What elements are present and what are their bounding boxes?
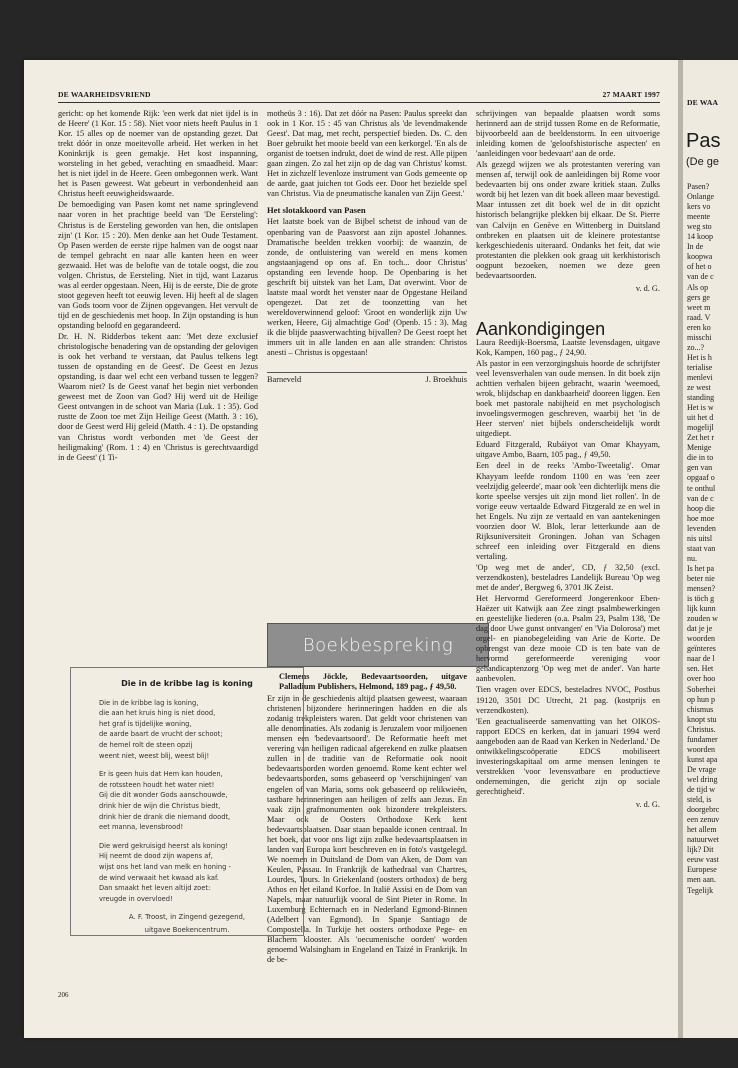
next-page-line: uit het d <box>687 413 714 423</box>
next-page-line: naar de l <box>687 654 715 664</box>
section-heading: Het slotakkoord van Pasen <box>267 205 366 216</box>
next-page-line: kunst apa <box>687 754 718 764</box>
column-1 <box>58 109 258 649</box>
next-page-line: Zet het r <box>687 433 715 443</box>
paragraph: Dr. H. N. Ridderbos tekent aan: 'Met deze exclusief christologische benadering van de opstanding der gelovigen is ook het verband te verstaan, dat Paulus telkens legt tussen de opstanding en de Geest'. De Geest en Jezus opstanding, is daar wel echt een verband tussen te leggen? Waarom niet? Is de Geest vanaf het begin niet verbonden geweest met de Zoon van God? Hij werd uit de Heilige Geest ontvangen in de schoot van Maria (Luk. 1 : 35). God rustte de Zoon toe met Zijn Heilige Geest (Matth. 3 : 16), door de Geest werd Hij geleid (Matth. 4 : 1). De opstanding van Christus wordt verbonden met 'de Geest der heiligmaking' (Rom. 1 : 4) en 'Christus is gerechtvaardigd in de Geest' (1 Ti- <box>58 332 258 462</box>
header-rule <box>58 102 660 103</box>
poem-line: Die werd gekruisigd heerst als koning! <box>99 841 228 850</box>
next-page-line: over hoo <box>687 674 716 684</box>
next-page-line: Europese <box>687 865 717 875</box>
next-page-line: van de c <box>687 493 714 503</box>
next-page-line: knopt stu <box>687 714 717 724</box>
poem-line: drink hier de wijn die Christus biedt, <box>99 801 221 810</box>
next-page-line: eren ko <box>687 322 711 332</box>
next-page-line: opgaaf o <box>687 473 715 483</box>
next-page-line: lijk kunn <box>687 604 716 614</box>
next-page-line: fundamer <box>687 734 718 744</box>
next-page-title: Pas <box>686 130 721 152</box>
next-page-line: sen. Het <box>687 664 714 674</box>
boekbespreking-banner: Boekbespreking <box>267 623 489 667</box>
poem-line: eet manna, levensbrood! <box>99 823 184 832</box>
next-page-line: levenden <box>687 523 716 533</box>
poem-line: drink hier de drank die niemand doodt, <box>99 812 231 821</box>
next-page-line: hoe moe <box>687 513 715 523</box>
running-head-title: DE WAARHEIDSVRIEND <box>58 90 151 99</box>
next-page-line: meente <box>687 212 711 222</box>
poem-title: Die in de kribbe lag is koning <box>121 679 253 688</box>
next-page-line: Het is w <box>687 403 714 413</box>
next-page-line: natuurwet <box>687 835 719 845</box>
next-page-line: weg sto <box>687 222 712 232</box>
next-page-line: men aan. <box>687 875 716 885</box>
next-page-line: De vrage <box>687 764 717 774</box>
next-page-subtitle: (De ge <box>686 156 720 168</box>
next-page-line: 14 koop <box>687 232 713 242</box>
poem-line: Er is geen huis dat Hem kan houden, <box>99 770 223 779</box>
announcement: Als pastor in een verzorgingshuis hoorde de schrijfster veel levensverhalen van oude mensen. In dit boek zijn achttien verhalen bijeen gebracht, waarin 'weemoed, wrok, blijdschap en dankbaarheid' dooreen liggen. Een boek met pastorale nabijheid en met psychologisch invoelingsvermogen geschreven, waarbij het 'in de Heer sterven' niet bijbels onderscheidelijk wordt uitgediept. <box>476 358 660 439</box>
next-page-line: dat je je <box>687 624 713 634</box>
next-page-line: Menige <box>687 443 712 453</box>
next-page-line: zo...? <box>687 342 705 352</box>
poem-line: Dan smaakt het leven altijd zoet: <box>99 884 211 893</box>
announcement: Laura Reedijk-Boersma, Laatste levensdagen, uitgave Kok, Kampen, 160 pag., ƒ 24,90. <box>476 337 660 357</box>
next-page-line: Tegelijk <box>687 885 714 895</box>
poem-line: die aan het kruis hing is niet dood, <box>99 709 216 718</box>
poem-line: Die in de kribbe lag is koning, <box>99 698 199 707</box>
poem-line: de wind verwaait het kwaad als kaf. <box>99 873 219 882</box>
next-page-line: kers vo <box>687 202 711 212</box>
next-page-line: doorgebrc <box>687 805 720 815</box>
paragraph: schrijvingen van bepaalde plaatsen wordt soms herinnerd aan de strijd tussen Rome en de Reformatie, bijvoorbeeld aan de beeldenstorm. In een uitvoerige inleiding komen de 'geloofshistorische aspecten' en 'aanleidingen voor bedevaart' aan de orde. <box>476 109 660 159</box>
sig-place: Barneveld <box>267 375 302 385</box>
poem-stanza <box>99 769 303 833</box>
paragraph: gericht: op het komende Rijk: 'een werk dat niet ijdel is in de Heere' (1 Kor. 15 : 58). Niet voor niets heeft Paulus in 1 Kor. 15 alles op de noemer van de opstanding gezet. Dat trekt dóór in onze moeitevolle arbeid. Het werken in het Koninkrijk is geen gemakje. Het kost inspanning, worsteling in het gebed, verachting en smaadheid. Maar: het is niet ijdel in de Heere. Geen ombegonnen werk. Want het is Pasen geweest. Wat gebeurt in verbondenheid aan Christus heeft eeuwigheidswaarde. <box>58 109 258 199</box>
next-page-line: Onlange <box>687 192 715 202</box>
next-page-line: het allem <box>687 825 717 835</box>
review-signature: v. d. G. <box>635 283 660 293</box>
newspaper-page <box>24 60 678 1038</box>
sig-author: J. Broekhuis <box>425 375 467 385</box>
next-page-line: Het is h <box>687 352 712 362</box>
next-page-line: te onthul <box>687 483 716 493</box>
next-page-line: koopwa <box>687 252 713 262</box>
next-page-line: misschi <box>687 332 712 342</box>
next-page-line: nu. <box>687 553 697 563</box>
next-page-line: Is het pa <box>687 563 715 573</box>
book-reference: Clemens Jöckle, Bedevaartsoorden, uitgave Palladium Publishers, Helmond, 189 pag., ƒ 49,50. <box>279 672 467 692</box>
next-page-running-head: DE WAA <box>687 98 719 107</box>
next-page-line: of het o <box>687 262 712 272</box>
poem-line: Hij neemt de dood zijn wapens af, <box>99 852 213 861</box>
next-page-line: Christus. <box>687 724 716 734</box>
poem-line: vreugde in overvloed! <box>99 894 173 903</box>
next-page-line: steld, is <box>687 795 712 805</box>
next-page-line: wel dring <box>687 774 718 784</box>
next-page-line: die in to <box>687 453 714 463</box>
next-page-line: van de c <box>687 272 714 282</box>
next-page-line: is töch g <box>687 594 715 604</box>
next-page-line: mensen? <box>687 584 715 593</box>
announcement: 'Op weg met de ander', CD, ƒ 32,50 (excl. verzendkosten), besteladres Landelijk Bureau 'Op weg met de ander', Bergweg 6, 3701 JK Zeist. <box>476 562 660 593</box>
announcement: Tien vragen over EDCS, besteladres NVOC, Postbus 19120, 3501 DC Utrecht, 21 pag. (kostprijs en verzendkosten). <box>476 685 660 715</box>
announcements-heading: Aankondigingen <box>476 318 606 339</box>
page-number: 206 <box>58 991 69 999</box>
next-page-line: geïnteres <box>687 644 716 654</box>
next-page-line: mogelijl <box>687 423 714 433</box>
next-page-line: Als op <box>687 282 709 292</box>
poem-line: Gij die dit wonder Gods aanschouwde, <box>99 791 228 800</box>
column-3 <box>476 109 660 1004</box>
next-page-line: beter nie <box>687 573 715 583</box>
next-page-line: weet m <box>687 302 711 312</box>
next-page-line: terialise <box>687 362 713 372</box>
paragraph: Het laatste boek van de Bijbel schetst de inhoud van de openbaring van de Paasvorst aan zijn apostel Johannes. Dramatische beelden trekken voorbij: de waanzin, de zonde, de ontluistering van wereld en mens komen angstaanjagend op ons af. En toch... door Christus' opstanding een levende hoop. De Openbaring is het geschrift bij uitstek van het Lam, Dat overwint. Voor de laatste maal wordt het venster naar de Opgestane Heiland opengezet. Dat zet de toonzetting van het wereldoverwinnend geloof: 'Groot en wonderlijk zijn Uw werken, Heere, Gij almachtige God' (Openb. 15 : 3). Mag ik die blijde paasverwachting bijvallen? De Geest roept het immers uit in alle landen en aan alle stranden: Christos anesti – Christus is opgestaan! <box>267 217 467 358</box>
next-page-line: op hun p <box>687 694 715 704</box>
next-page-line: gen van <box>687 463 713 473</box>
announcement: Het Hervormd Gereformeerd Jongerenkoor Eben-Haëzer uit Katwijk aan Zee zingt psalmbewerkingen en geestelijke liederen (o.a. Psalm 23, Psalm 138, 'De dag door Uwe gunst ontvangen' en 'Via Dolorosa') met orgel- en pianobegeleiding van Arie de Korte. De opbrengst van deze mooie CD is ten bate van de hervormd gereformeerde vereniging voor gehandicaptenzorg 'Op weg met de ander'. Van harte aanbevolen. <box>476 594 660 684</box>
next-page-line: zouden w <box>687 614 718 624</box>
next-page-line: In de <box>687 242 704 252</box>
poem-stanza <box>99 698 303 762</box>
poem-credit-publisher: uitgave Boekencentrum. <box>144 925 230 934</box>
announcement: 'Een geactualiseerde samenvatting van het OIKOS-rapport EDCS en kerken, dat in januari 1994 werd aangeboden aan de Raad van Kerken in Nederland.' De ontwikkelingscoöperatie EDCS mobiliseert investeringskapitaal om arme mensen leningen te verstrekken 'voor levensvatbare en productieve ondernemingen, die gericht zijn op sociale gerechtigheid'. <box>476 716 660 796</box>
next-page-line: woorden <box>687 744 715 754</box>
poem-line: de aarde baart de vrucht der schoot; <box>99 730 223 739</box>
poem-line: het graf is tijdelijke woning, <box>99 719 192 728</box>
next-page-line: de tijd w <box>687 785 715 794</box>
next-page-line: nis uitsl <box>687 533 713 543</box>
poem-stanza <box>99 841 303 905</box>
announcements-signature: v. d. G. <box>635 800 660 809</box>
next-page-line: hoop die <box>687 503 715 513</box>
next-page-line: woorden <box>687 634 715 644</box>
poem-line: de hemel rolt de steen opzij <box>99 740 193 749</box>
announcement: Een deel in de reeks 'Ambo-Tweetalig'. Omar Khayyam leefde rondom 1100 en was 'een zeer veelzijdig geleerde', maar ook 'een dichterlijk mens die korte speelse versjes uit zijn mond liet rollen'. In de vorige eeuw vertaalde Edward Fitzgerald ze en wel in het Engels. Nu zijn ze vertaald en van aantekeningen voorzien door W. Blok, lerar letterkunde aan de Rijksuniversiteit Groningen. Johan van Schagen schreef een inleiding over Fitzgerald en diens vertaling. <box>476 461 660 561</box>
running-head-date: 27 MAART 1997 <box>602 90 660 99</box>
next-page-line: raad. V <box>687 312 711 322</box>
next-page-line: Pasen? <box>687 182 710 191</box>
paragraph: Er zijn in de geschiedenis altijd plaatsen geweest, waaraan christenen bijzondere herinneringen hadden en die als zodanig trekpleisters waren. Dat geldt voor christenen van alle denominaties. Als zodanig is Jeruzalem voor miljoenen mensen een 'bedevaartsoord'. De Reformatie heeft met verering van heiligen radicaal afgerekend en zulke plaatsen zullen in de traditie van de Reformatie ook nooit bedevaartsoorden worden genoemd. Rome kent echter wel bedevaartsoorden, soms gebaseerd op 'verschijningen' van engelen of van Maria, soms ook gebaseerd op relikwieën, tastbare herinneringen aan heiligen of zelfs aan Jezus. En vaak zijn grafmonumenten ook bizondere trekpleisters. Maar ook de Oosters Orthodoxe Kerk kent bedevaartsplaatsen. Daar staan bepaalde iconen centraal. In het boek, dat voor ons ligt zijn zulke bedevaartsplaatsen in landen van Europa kort beschreven en in foto's vastgelegd. We noemen in Duitsland de Dom van Aken, de Dom van Keulen, Passau. In Frankrijk de kathedraal van Chartres, Lourdes, Tours. In Griekenland (oosters orthodox) de berg Athos en het eiland Korfoe. In Italië Assisi en de Dom van Napels, maar natuurlijk vooral de Sint Pieter in Rome. In Luxemburg Echternach en in Nederland Egmond-Binnen (Adelbert van Egmond). In Spanje Santiago de Compostella. In Turkije het oosters orthodoxe Pege- en Blachern klooster. Als 'oecumenische oorden' worden genoemd Walsingham in Engeland en Taizé in Frankrijk. In de be- <box>267 694 467 965</box>
next-page-line: staat van <box>687 543 716 553</box>
paragraph: Als gezegd wijzen we als protestanten verering van mensen af, terwijl ook de aanleidingen bij Rome voor bedevaarten bij ons onder zware kritiek staan. Zulks wordt bij het lezen van dit boek alleen maar bevestigd. Maar intussen zet dit boek wel de in dit opzicht historisch belangrijke plekken bij elkaar. De St. Pierre van Calvijn en Genève en Wittenberg in Duitsland ontbreken en plaatsen uit de kleinere protestantse kerkgeschiedenis uiteraard. Ondanks het feit, dat wie protestanten die plekken ook graag uit kerkhistorisch oogpunt bezoeken, noemen we deze geen bedevaartsoorden. <box>476 160 660 280</box>
next-page-line: een zenuv <box>687 815 720 825</box>
next-page-line: Soberhei <box>687 684 716 694</box>
next-page-line: eeuw vast <box>687 855 719 865</box>
poem-line: wijst ons het land van melk en honing - <box>99 862 231 871</box>
poem-box <box>70 667 304 936</box>
next-page-line: gers ge <box>687 292 710 302</box>
next-page-line: lijk? Dit <box>687 845 714 855</box>
column-2 <box>267 109 467 599</box>
paragraph: motheüs 3 : 16). Dat zet dóór na Pasen: Paulus spreekt dan ook in 1 Kor. 15 : 45 van Christus als 'de levendmakende Geest'. Dat mag, met recht, perspectief bieden. Ds. C. den Boer gebruikt het mooie beeld van een kerkorgel. 'En als de organist de toetsen indrukt, doet de wind de rest. Alle pijpen gaan zingen. Zo zal het zijn op de dag van Christus' komst. Het in zichzelf levenloze instrument van Gods gemeente op de aarde, gaat juichen tot Gods eer. Door het bezielde spel van Christus. Via de pneumatische kanalen van Zijn Geest.' <box>267 109 467 199</box>
next-page-line: chismus <box>687 704 714 714</box>
next-page-line: ze west <box>687 383 711 392</box>
next-page-fragment <box>683 60 738 1038</box>
next-page-line: standing <box>687 393 715 403</box>
article-signature <box>267 372 467 385</box>
announcement: Eduard Fitzgerald, Rubáiyot van Omar Khayyam, uitgave Ambo, Baarn, 105 pag., ƒ 49,50. <box>476 440 660 460</box>
poem-line: de rotssteen houdt het water niet! <box>99 780 215 789</box>
poem-line: weent niet, weest blij, weest blij! <box>99 751 210 760</box>
next-page-line: menlevi <box>687 372 713 382</box>
paragraph: De bemoediging van Pasen komt net name springlevend naar voren in het prachtige beeld van 'De Eersteling': Christus is de Eersteling geworden van hen, die ontslapen zijn' (1 Kor. 15 : 20). Men denke aan het Oude Testament. Op Pasen werden de eerste rijpe halmen van de oogst naar de tempel gebracht en naar alle kanten heen en weer gezwaaid. Het was de belofte van de totale oogst, die zou volgen. Christus, de Eersteling. Niet in tijd, want Lazarus was al eerder opgestaan. Neen, Hij is de eerste, Die de grote stoot gegeven heeft tot eeuwig leven. Hij heeft al de slagen van Gods toorn voor de Zijnen opgevangen. Het vervult de tijd en de geschiedenis met hoop. In Zijn opstanding is hun opstanding beloofd en gegarandeerd. <box>58 200 258 330</box>
poem-credit: A. F. Troost, in Zingend gezegend, <box>128 913 246 922</box>
